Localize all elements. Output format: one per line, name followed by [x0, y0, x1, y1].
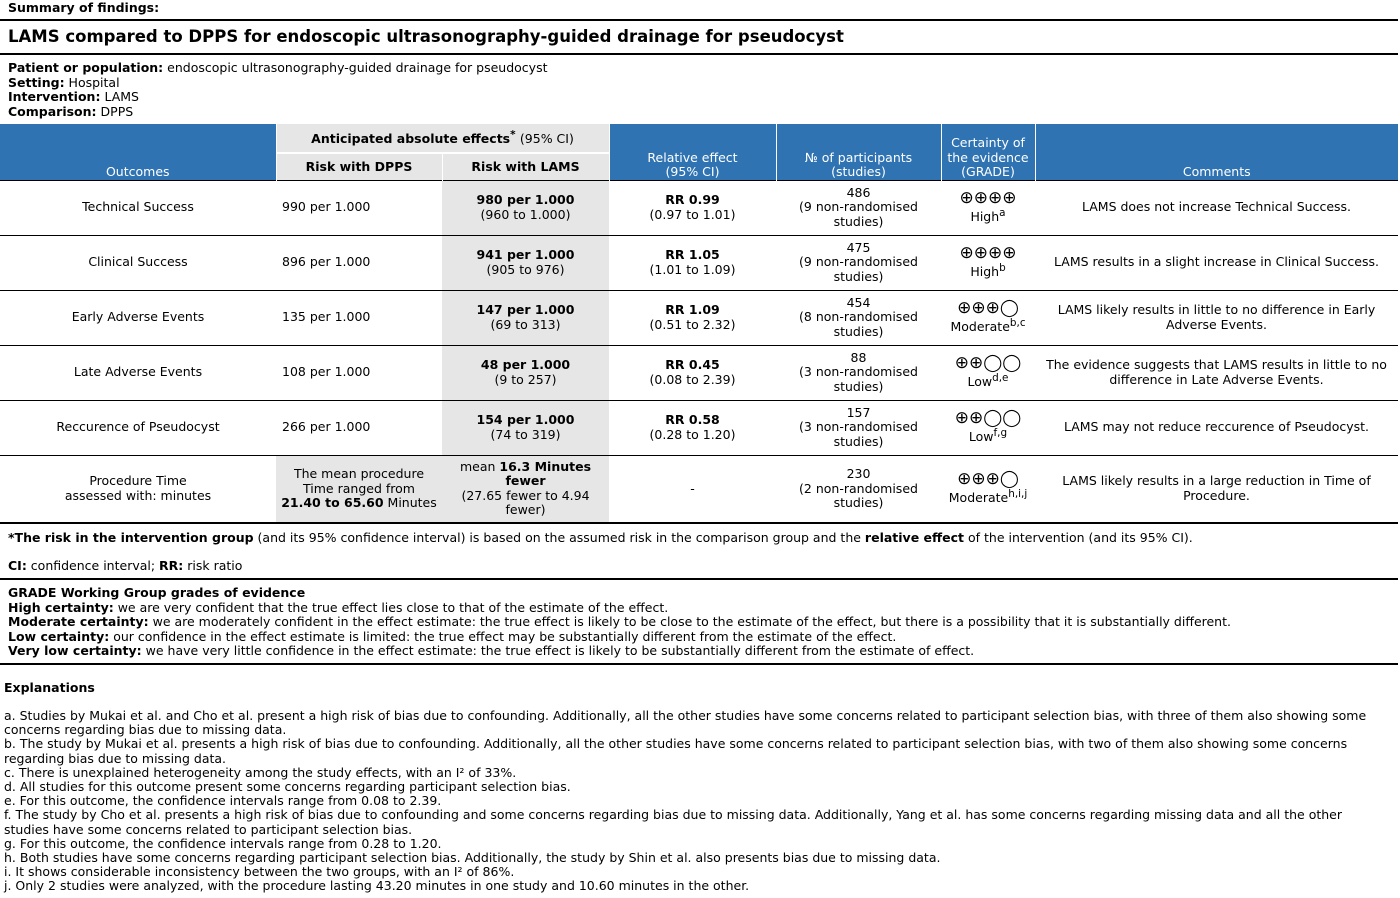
explanations-list: [4, 709, 1389, 894]
table-row: [0, 235, 1398, 290]
certainty-cell: ⊕⊕◯◯ Low$^{d,e}$: [941, 345, 1035, 400]
header-certainty: Certainty of the evidence (GRADE): [941, 124, 1035, 180]
participants-cell: 88 (3 non-randomised studies): [776, 345, 941, 400]
comment-cell: The evidence suggests that LAMS results in little to no difference in Late Adverse Events.: [1035, 345, 1398, 400]
grade-moderate: Moderate certainty: we are moderately confident in the effect estimate: the true effect is likely to be close to the estimate of the effect, but there is a possibility that it is substantially different.: [8, 614, 1231, 629]
participants-cell: 475 (9 non-randomised studies): [776, 235, 941, 290]
explanation-item: j. Only 2 studies were analyzed, with the procedure lasting 43.20 minutes in one study and 10.60 minutes in the other.: [4, 878, 750, 894]
table-row: [0, 455, 1398, 523]
grade-symbols: ⊕⊕⊕◯: [957, 469, 1019, 490]
risk-dpps-cell: The mean procedure Time ranged from 21.40 to 65.60 Minutes: [276, 455, 442, 523]
header-participants: № of participants (studies): [776, 124, 941, 180]
explanation-item: h. Both studies have some concerns regarding participant selection bias. Additionally, the study by Shin et al. also presents bias due to missing data.: [4, 850, 941, 866]
grade-high: High certainty: we are very confident that the true effect lies close to that of the estimate of the effect.: [8, 599, 669, 615]
grade-title: GRADE Working Group grades of evidence: [8, 585, 306, 600]
abbreviations-note: CI: confidence interval; RR: risk ratio: [8, 558, 243, 573]
explanation-item: b. The study by Mukai et al. presents a high risk of bias due to confounding. Additionally, all the other studies have some concerns related to participant selection bias, with two of them also showing some concerns regarding bias due to missing data.: [4, 736, 1348, 766]
comment-cell: LAMS may not reduce reccurence of Pseudocyst.: [1035, 400, 1398, 455]
relative-effect-cell: RR 1.05 (1.01 to 1.09): [609, 235, 776, 290]
grade-symbols: ⊕⊕◯◯: [954, 353, 1022, 374]
risk-dpps-cell: 266 per 1.000: [276, 400, 442, 455]
pico-comparison: Comparison: DPPS: [8, 103, 134, 119]
grade-very-low: Very low certainty: we have very little confidence in the effect estimate: the true effect is likely to be substantially different from the estimate of effect.: [8, 643, 975, 658]
explanation-item: g. For this outcome, the confidence intervals range from 0.28 to 1.20.: [4, 835, 442, 851]
header-outcomes: Outcomes: [0, 124, 276, 180]
grade-symbols: ⊕⊕⊕⊕: [959, 188, 1017, 209]
relative-effect-cell: RR 0.45 (0.08 to 2.39): [609, 345, 776, 400]
comment-cell: LAMS results in a slight increase in Clinical Success.: [1035, 235, 1398, 290]
participants-cell: 454 (8 non-randomised studies): [776, 290, 941, 345]
risk-dpps-cell: 896 per 1.000: [276, 235, 442, 290]
pico-population: Patient or population: endoscopic ultrasonography-guided drainage for pseudocyst: [8, 60, 548, 75]
table-row: [0, 180, 1398, 235]
comment-cell: LAMS does not increase Technical Success.: [1035, 180, 1398, 235]
relative-effect-cell: RR 1.09 (0.51 to 2.32): [609, 290, 776, 345]
risk-dpps-cell: 135 per 1.000: [276, 290, 442, 345]
header-risk-lams: Risk with LAMS: [442, 153, 609, 180]
outcome-cell: Procedure Time assessed with: minutes: [0, 455, 276, 523]
grade-symbols: ⊕⊕⊕◯: [957, 298, 1019, 319]
explanation-item: e. For this outcome, the confidence intervals range from 0.08 to 2.39.: [4, 793, 442, 809]
risk-lams-cell: mean 16.3 Minutes fewer (27.65 fewer to 4.94 fewer): [442, 455, 609, 523]
participants-cell: 486 (9 non-randomised studies): [776, 180, 941, 235]
grade-symbols: ⊕⊕⊕⊕: [959, 243, 1017, 264]
risk-lams-cell: 147 per 1.000 (69 to 313): [442, 290, 609, 345]
risk-dpps-cell: 990 per 1.000: [276, 180, 442, 235]
participants-cell: 157 (3 non-randomised studies): [776, 400, 941, 455]
explanation-item: d. All studies for this outcome present some concerns regarding participant selection bias.: [4, 779, 571, 795]
outcome-cell: Clinical Success: [0, 235, 276, 290]
risk-lams-cell: 48 per 1.000 (9 to 257): [442, 345, 609, 400]
risk-dpps-cell: 108 per 1.000: [276, 345, 442, 400]
summary-of-findings-table: [0, 124, 1398, 524]
rule-title: [0, 53, 1398, 55]
risk-lams-cell: 941 per 1.000 (905 to 976): [442, 235, 609, 290]
participants-cell: 230 (2 non-randomised studies): [776, 455, 941, 523]
certainty-cell: ⊕⊕⊕⊕ High$^b$: [941, 235, 1035, 290]
relative-effect-cell: RR 0.58 (0.28 to 1.20): [609, 400, 776, 455]
explanation-item: c. There is unexplained heterogeneity among the study effects, with an I² of 33%.: [4, 764, 517, 780]
certainty-cell: ⊕⊕◯◯ Low$^{f,g}$: [941, 400, 1035, 455]
rule-top: [0, 19, 1398, 21]
certainty-cell: ⊕⊕⊕◯ Moderate$^{h,i,j}$: [941, 455, 1035, 523]
pico-setting: Setting: Hospital: [8, 74, 120, 90]
outcome-cell: Technical Success: [0, 180, 276, 235]
grade-working-group: [8, 586, 1231, 659]
outcome-cell: Reccurence of Pseudocyst: [0, 400, 276, 455]
comment-cell: LAMS likely results in little to no difference in Early Adverse Events.: [1035, 290, 1398, 345]
pico-block: [8, 61, 548, 119]
table-row: [0, 400, 1398, 455]
header-relative-effect: Relative effect (95% CI): [609, 124, 776, 180]
explanation-item: i. It shows considerable inconsistency between the two groups, with an I² of 86%.: [4, 864, 515, 880]
comment-cell: LAMS likely results in a large reduction in Time of Procedure.: [1035, 455, 1398, 523]
table-row: [0, 345, 1398, 400]
header-comments: Comments: [1035, 124, 1398, 180]
header-anticipated-effects: Anticipated absolute effects* (95% CI): [276, 124, 609, 153]
explanations-title: Explanations: [4, 680, 95, 695]
summary-label: Summary of findings:: [8, 0, 160, 15]
explanation-item: f. The study by Cho et al. presents a high risk of bias due to confounding and some concerns regarding bias due to missing data. Additionally, Yang et al. has some concerns regarding missing data and all the other studies have some concerns related to participant selection bias.: [4, 807, 1343, 837]
outcome-cell: Early Adverse Events: [0, 290, 276, 345]
grade-low: Low certainty: our confidence in the effect estimate is limited: the true effect may be substantially different from the estimate of the effect.: [8, 628, 897, 644]
table-row: [0, 290, 1398, 345]
rule-grade-bottom: [0, 663, 1398, 665]
risk-lams-cell: 980 per 1.000 (960 to 1.000): [442, 180, 609, 235]
relative-effect-cell: -: [609, 455, 776, 523]
relative-effect-cell: RR 0.99 (0.97 to 1.01): [609, 180, 776, 235]
explanation-item: a. Studies by Mukai et al. and Cho et al. present a high risk of bias due to confounding. Additionally, all the other studies have some concerns related to participant selection bias, with three of them also showing some concerns regarding bias due to missing data.: [4, 708, 1367, 738]
rule-grade-top: [0, 578, 1398, 580]
certainty-cell: ⊕⊕⊕⊕ High$^a$: [941, 180, 1035, 235]
risk-lams-cell: 154 per 1.000 (74 to 319): [442, 400, 609, 455]
outcome-cell: Late Adverse Events: [0, 345, 276, 400]
page-title: LAMS compared to DPPS for endoscopic ultrasonography-guided drainage for pseudocyst: [8, 27, 844, 46]
header-risk-dpps: Risk with DPPS: [276, 153, 442, 180]
pico-intervention: Intervention: LAMS: [8, 89, 139, 104]
risk-footnote: *The risk in the intervention group (and its 95% confidence interval) is based on the assumed risk in the comparison group and the relative effect of the intervention (and its 95% CI).: [8, 530, 1193, 545]
certainty-cell: ⊕⊕⊕◯ Moderate$^{b,c}$: [941, 290, 1035, 345]
grade-symbols: ⊕⊕◯◯: [954, 408, 1022, 429]
